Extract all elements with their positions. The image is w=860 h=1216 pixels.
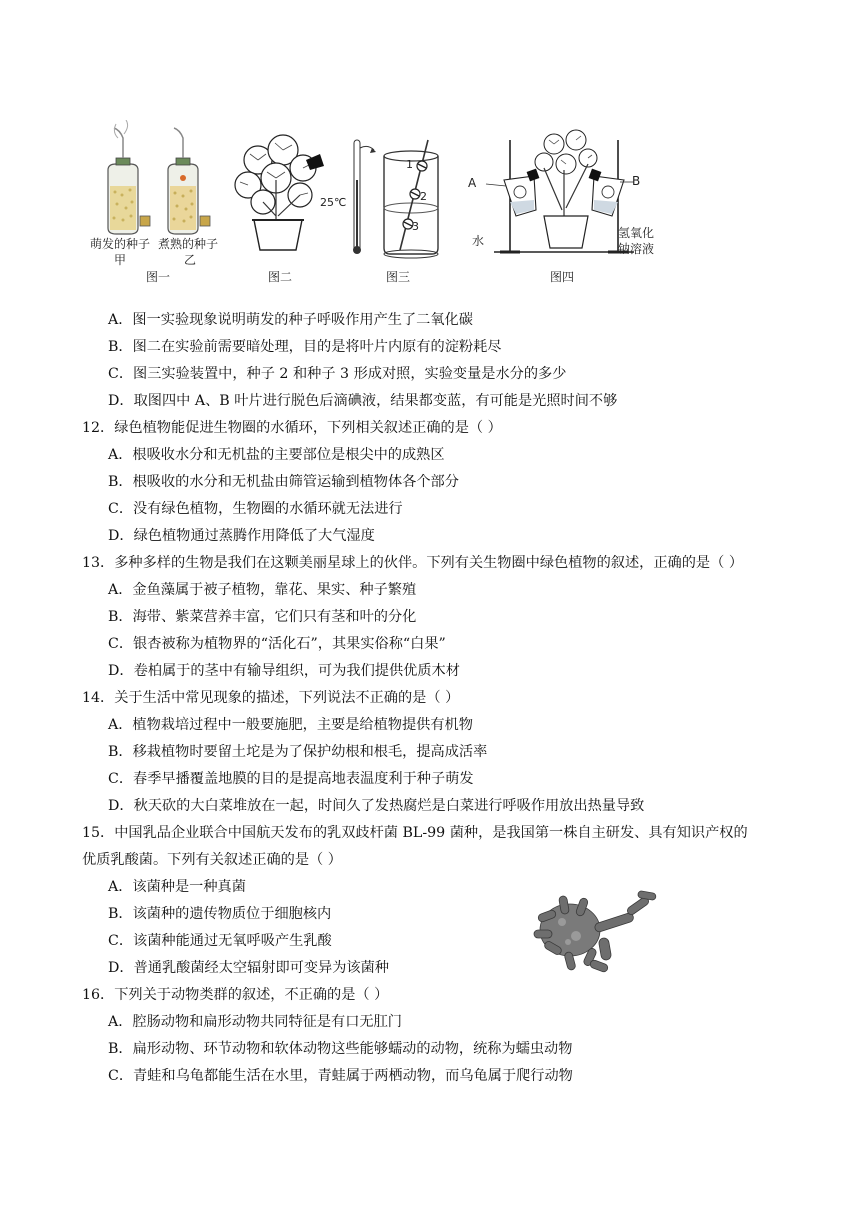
figure-two-caption: 图二 [268, 270, 293, 284]
q16-option-a: A．腔肠动物和扁形动物共同特征是有口无肛门 [108, 1014, 402, 1030]
q15-option-d: D．普通乳酸菌经太空辐射即可变异为该菌种 [108, 960, 389, 976]
q14-option-a: A．植物栽培过程中一般要施肥，主要是给植物提供有机物 [108, 717, 473, 733]
q12-stem: 12．绿色植物能促进生物圈的水循环，下列相关叙述正确的是（ ） [82, 420, 502, 436]
naoh-label-line2: 钠溶液 [618, 242, 655, 256]
beaker-thermometer-illustration [328, 120, 458, 260]
seed-3-label: 3 [412, 220, 419, 233]
water-label: 水 [472, 234, 485, 248]
leaf-a-label: A [468, 176, 477, 190]
q11-option-d: D．取图四中 A、B 叶片进行脱色后滴碘液，结果都变蓝，有可能是光照时间不够 [108, 393, 618, 409]
jar-a-label: 萌发的种子 [90, 237, 151, 251]
jar-b-label: 煮熟的种子 [158, 237, 219, 251]
bacteria-micrograph [530, 882, 670, 986]
jar-a-sub: 甲 [114, 253, 127, 267]
q13-option-b: B．海带、紫菜营养丰富，它们只有茎和叶的分化 [108, 609, 417, 625]
q12-option-c: C．没有绿色植物，生物圈的水循环就无法进行 [108, 501, 403, 517]
q13-option-d: D．卷柏属于的茎中有输导组织，可为我们提供优质木材 [108, 663, 460, 679]
q15-option-b: B．该菌种的遗传物质位于细胞核内 [108, 906, 332, 922]
figure-two [228, 120, 328, 290]
q11-option-b: B．图二在实验前需要暗处理，目的是将叶片内原有的淀粉耗尽 [108, 339, 502, 355]
q15-stem-line1: 15．中国乳品企业联合中国航天发布的乳双歧杆菌 BL-99 菌种，是我国第一株自主研发、具有知识产权的 [82, 825, 748, 841]
figure-four-caption: 图四 [550, 270, 575, 284]
q14-option-b: B．移栽植物时要留土坨是为了保护幼根和根毛，提高成活率 [108, 744, 488, 760]
jar-b-sub: 乙 [184, 253, 197, 267]
q11-option-c: C．图三实验装置中，种子 2 和种子 3 形成对照，实验变量是水分的多少 [108, 366, 567, 382]
figure-four [464, 120, 654, 290]
q13-option-a: A．金鱼藻属于被子植物，靠花、果实、种子繁殖 [108, 582, 417, 598]
q13-option-c: C．银杏被称为植物界的“活化石”，其果实俗称“白果” [108, 636, 446, 652]
figure-three [320, 120, 458, 290]
q12-option-a: A．根吸收水分和无机盐的主要部位是根尖中的成熟区 [108, 447, 445, 463]
figure-one [90, 120, 220, 290]
figure-three-caption: 图三 [386, 270, 411, 284]
potted-plant-illustration [228, 120, 328, 260]
q16-option-b: B．扁形动物、环节动物和软体动物这些能够蠕动的动物，统称为蠕虫动物 [108, 1041, 573, 1057]
q13-stem: 13．多种多样的生物是我们在这颗美丽星球上的伙伴。下列有关生物圈中绿色植物的叙述，正确的是（ ） [82, 555, 744, 571]
q14-option-c: C．春季早播覆盖地膜的目的是提高地表温度利于种子萌发 [108, 771, 474, 787]
temperature-label: 25℃ [320, 196, 347, 209]
naoh-label-line1: 氢氧化 [618, 226, 655, 240]
seed-1-label: 1 [406, 158, 413, 171]
q15-option-c: C．该菌种能通过无氧呼吸产生乳酸 [108, 933, 332, 949]
q11-option-a: A．图一实验现象说明萌发的种子呼吸作用产生了二氧化碳 [108, 312, 473, 328]
q16-stem: 16．下列关于动物类群的叙述，不正确的是（ ） [82, 987, 389, 1003]
seed-2-label: 2 [420, 190, 427, 203]
q12-option-d: D．绿色植物通过蒸腾作用降低了大气湿度 [108, 528, 375, 544]
q15-stem-line2: 优质乳酸菌。下列有关叙述正确的是（ ） [82, 852, 342, 868]
q14-option-d: D．秋天砍的大白菜堆放在一起，时间久了发热腐烂是白菜进行呼吸作用放出热量导致 [108, 798, 645, 814]
q15-option-a: A．该菌种是一种真菌 [108, 879, 246, 895]
experiment-figures [90, 120, 690, 290]
figure-one-caption: 图一 [146, 270, 171, 284]
leaf-b-label: B [632, 174, 641, 188]
q14-stem: 14．关于生活中常见现象的描述，下列说法不正确的是（ ） [82, 690, 460, 706]
q12-option-b: B．根吸收的水分和无机盐由筛管运输到植物体各个部分 [108, 474, 459, 490]
bacteria-cluster-image [530, 882, 670, 982]
q16-option-c: C．青蛙和乌龟都能生活在水里，青蛙属于两栖动物，而乌龟属于爬行动物 [108, 1068, 573, 1084]
